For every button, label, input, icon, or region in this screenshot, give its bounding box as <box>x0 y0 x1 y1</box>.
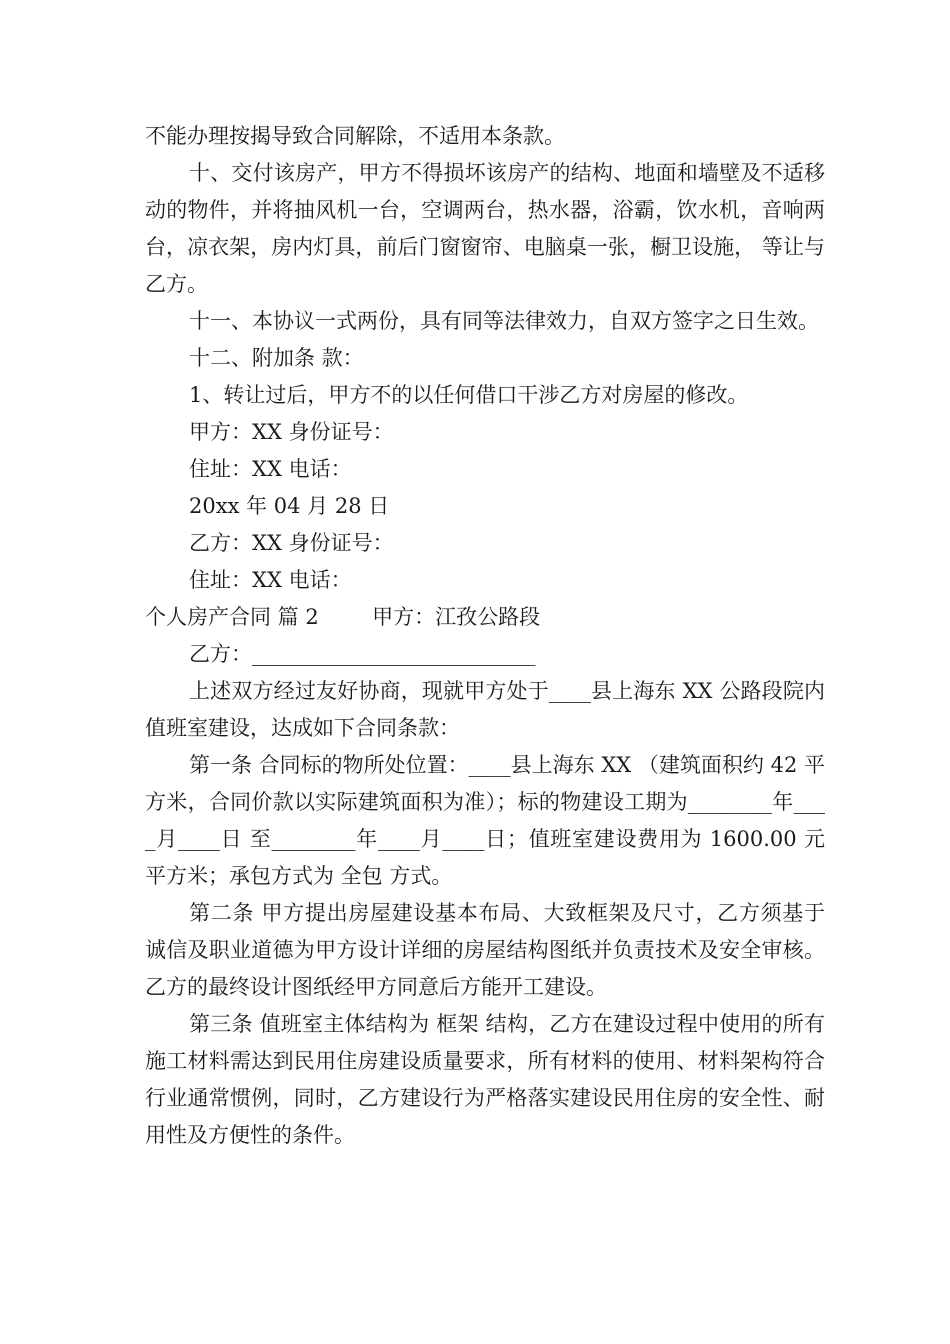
party-b-id-line: 乙方：XX 身份证号： <box>189 531 394 555</box>
paragraph-clause-10: 十、交付该房产，甲方不得损坏该房产的结构、地面和墙壁及不适移动的物件，并将抽风机一台，空调两台，热水器，浴霸，饮水机，音响两台，凉衣架，房内灯具，前后门窗窗帘、电脑桌一张，橱卫设施， 等让与乙方。 <box>145 161 825 296</box>
signing-date: 20xx 年 04 月 28 日 <box>189 494 390 518</box>
contract-2-party-b: 乙方：___________________________ <box>189 642 536 666</box>
paragraph-additional-term-1: 1、转让过后，甲方不的以任何借口干涉乙方对房屋的修改。 <box>189 383 749 407</box>
paragraph-clause-12-heading: 十二、附加条 款： <box>189 346 364 370</box>
paragraph-continuation: 不能办理按揭导致合同解除，不适用本条款。 <box>145 124 565 148</box>
contract-2-heading: 个人房产合同 篇 2 甲方：江孜公路段 <box>145 605 541 629</box>
party-a-id-line: 甲方：XX 身份证号： <box>189 420 394 444</box>
contract-2-preamble: 上述双方经过友好协商，现就甲方处于____县上海东 XX 公路段院内值班室建设，达成如下合同条款： <box>145 679 825 740</box>
party-a-address-line: 住址：XX 电话： <box>189 457 352 481</box>
paragraph-clause-11: 十一、本协议一式两份，具有同等法律效力，自双方签字之日生效。 <box>189 309 819 333</box>
contract-2-article-1: 第一条 合同标的物所处位置：____县上海东 XX （建筑面积约 42 平方米，合同价款以实际建筑面积为准）；标的物建设工期为________年____月____日 至________年____月____日；值班室建设费用为 1600.00 元平方米；承包方式为 全包 方式。 <box>145 753 825 888</box>
contract-2-article-3: 第三条 值班室主体结构为 框架 结构，乙方在建设过程中使用的所有施工材料需达到民用住房建设质量要求，所有材料的使用、材料架构符合行业通常惯例，同时，乙方建设行为严格落实建设民用住房的安全性、耐用性及方便性的条件。 <box>145 1012 825 1147</box>
contract-2-article-2: 第二条 甲方提出房屋建设基本布局、大致框架及尺寸，乙方须基于诚信及职业道德为甲方设计详细的房屋结构图纸并负责技术及安全审核。乙方的最终设计图纸经甲方同意后方能开工建设。 <box>145 901 825 999</box>
document-body <box>145 118 825 1154</box>
party-b-address-line: 住址：XX 电话： <box>189 568 352 592</box>
